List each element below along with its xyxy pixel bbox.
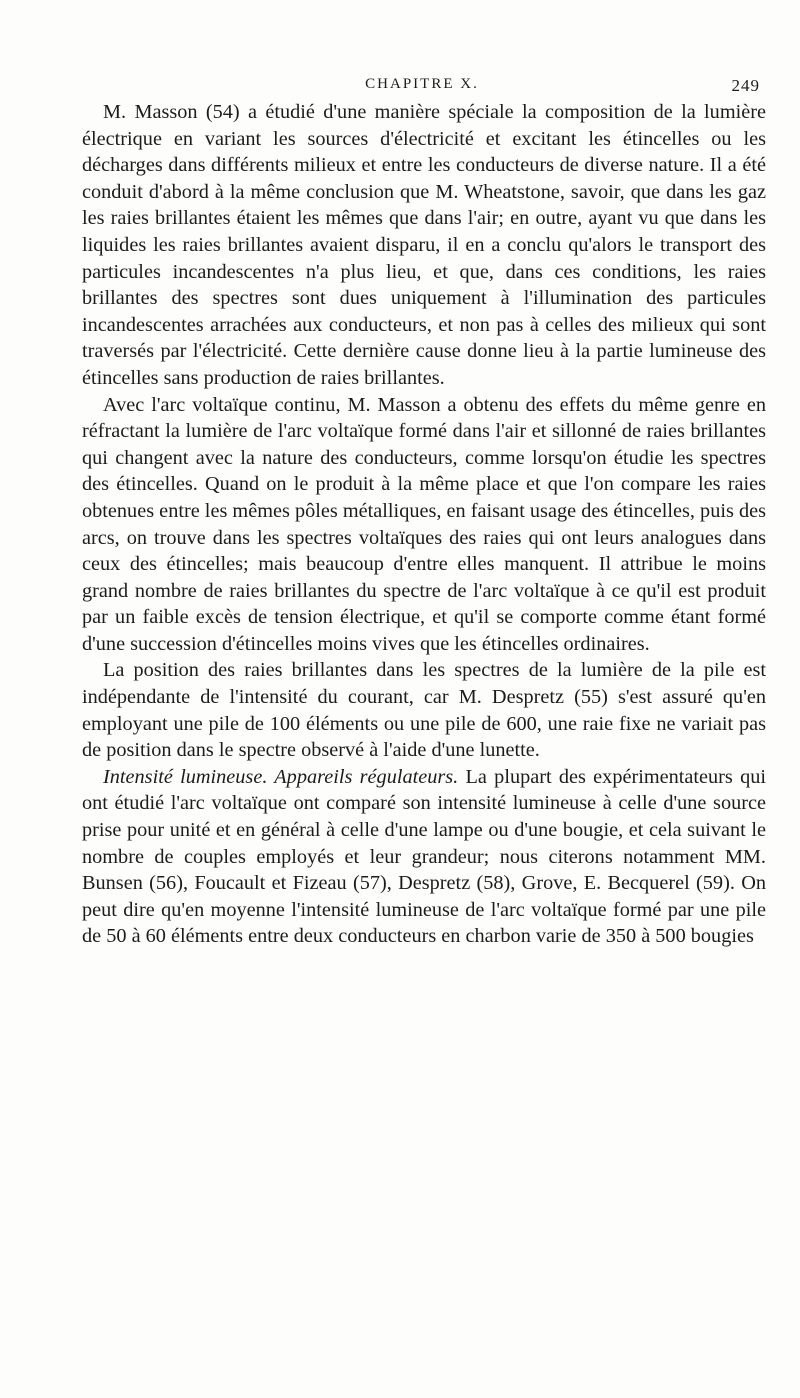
section-heading-intensite: Intensité lumineuse. Appareils régulateurs.	[103, 765, 459, 788]
paragraph-masson-composition: M. Masson (54) a étudié d'une manière spéciale la composition de la lumière électrique en variant les sources d'électricité et excitant les étincelles ou les décharges dans différents milieux et entre les conducteurs de diverse nature. Il a été conduit d'abord à la même conclusion que M. Wheatstone, savoir, que dans les gaz les raies brillantes étaient les mêmes que dans l'air; en outre, ayant vu que dans les liquides les raies brillantes avaient disparu, il en a conclu qu'alors le transport des particules incandescentes n'a plus lieu, et que, dans ces conditions, les raies brillantes des spectres sont dues uniquement à l'illumination des particules incandescentes arrachées aux conducteurs, et non pas à celles des milieux qui sont traversés par l'électricité. Cette dernière cause donne lieu à la partie lumineuse des étincelles sans production de raies brillantes.	[82, 101, 766, 389]
chapter-title: CHAPITRE X.	[365, 76, 479, 92]
body-text	[82, 99, 766, 950]
paragraph-luminous-intensity	[82, 764, 766, 950]
paragraph-luminous-intensity-text: La plupart des expérimentateurs qui ont étudié l'arc voltaïque ont comparé son intensité lumineuse à celle d'une source prise pour unité et en général à celle d'une lampe ou d'une bougie, et cela suivant le nombre de couples employés et leur grandeur; nous citerons notamment MM. Bunsen (56), Foucault et Fizeau (57), Despretz (58), Grove, E. Becquerel (59). On peut dire qu'en moyenne l'intensité lumineuse de l'arc voltaïque formé par une pile de 50 à 60 éléments entre deux conducteurs en charbon varie de 350 à 500 bougies	[82, 765, 767, 948]
paragraph-despretz: La position des raies brillantes dans les spectres de la lumière de la pile est indépendante de l'intensité du courant, car M. Despretz (55) s'est assuré qu'en employant une pile de 100 éléments ou une pile de 600, une raie fixe ne variait pas de position dans le spectre observé à l'aide d'une lunette.	[82, 659, 766, 762]
running-head	[82, 76, 762, 100]
paragraph-voltaic-arc: Avec l'arc voltaïque continu, M. Masson a obtenu des effets du même genre en réfractant la lumière de l'arc voltaïque formé dans l'air et sillonné de raies brillantes qui changent avec la nature des conducteurs, comme lorsqu'on étudie les spectres des étincelles. Quand on le produit à la même place et que l'on compare les raies obtenues entre les mêmes pôles métalliques, en faisant usage des étincelles, puis des arcs, on trouve dans les spectres voltaïques des raies qui ont leurs analogues dans ceux des étincelles; mais beaucoup d'entre elles manquent. Il attribue le moins grand nombre de raies brillantes du spectre de l'arc voltaïque à ce qu'il est produit par un faible excès de tension électrique, et qu'il se comporte comme étant formé d'une succession d'étincelles moins vives que les étincelles ordinaires.	[82, 393, 766, 655]
page-number: 249	[731, 76, 760, 95]
